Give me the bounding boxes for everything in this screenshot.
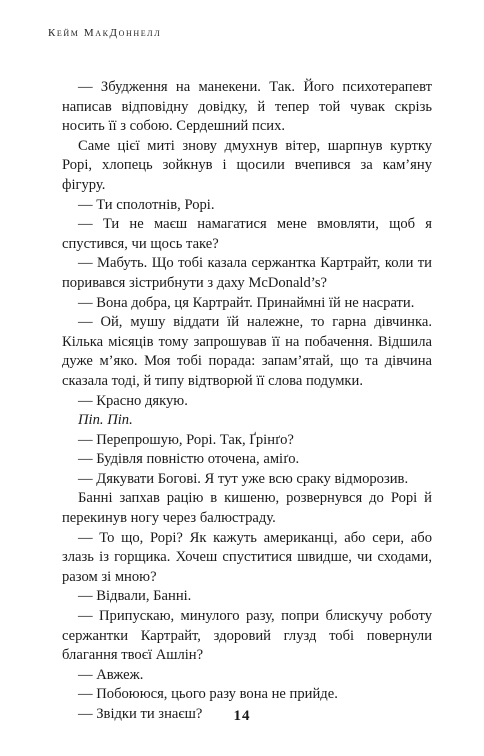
paragraph-sound-effect: Піп. Піп.	[78, 412, 133, 429]
paragraph: Банні запхав рацію в кишеню, розвернувся до Рорі й перекинув ногу через балюстраду.	[62, 490, 432, 527]
paragraph: — Ти сполотнів, Рорі.	[78, 196, 215, 213]
paragraph: — Мабуть. Що тобі казала сержантка Картрайт, коли ти поривався зістрибнути з даху McDonald’s?	[62, 255, 432, 291]
paragraph: — Дякувати Богові. Я тут уже всю сраку відморозив.	[78, 470, 409, 487]
paragraph: Саме цієї миті знову дмухнув вітер, шарпнув куртку Рорі, хлопець зойкнув і щосили вчепився за кам’яну фігуру.	[62, 137, 432, 193]
paragraph: — Вона добра, ця Картрайт. Принаймні їй не насрати.	[78, 294, 415, 311]
paragraph: — Ой, мушу віддати їй належне, то гарна дівчинка. Кілька місяців тому запрошував її на побачення. Відшила дуже м’яко. Моя тобі порада: запам’ятай, що та дівчина сказала тоді, й типу відтворюй її слова подумки.	[62, 314, 432, 389]
paragraph: — Ти не маєш намагатися мене вмовляти, щоб я спустився, чи щось таке?	[62, 216, 432, 252]
paragraph: — Звідки ти знаєш?	[78, 706, 203, 722]
paragraph: — Перепрошую, Рорі. Так, Ґрінґо?	[78, 431, 294, 448]
paragraph: — Припускаю, минулого разу, попри блискучу роботу сержантки Картрайт, здоровий глузд тобі повернули благання твоєї Ашлін?	[62, 608, 432, 664]
paragraph: — Авжеж.	[78, 666, 144, 683]
paragraph: — Будівля повністю оточена, аміґо.	[78, 451, 300, 468]
paragraph: — То що, Рорі? Як кажуть американці, або сери, або злазь із горщика. Хочеш спуститися швидше, чи сходами, разом зі мною?	[62, 529, 432, 585]
paragraph: — Красно дякую.	[78, 392, 188, 409]
paragraph: — Збудження на манекени. Так. Його психотерапевт написав відповідну довідку, й тепер той чувак скрізь носить її з собою. Сердешний псих.	[62, 79, 432, 135]
paragraph: — Відвали, Банні.	[78, 588, 192, 605]
body-text	[62, 78, 432, 725]
paragraph: — Побоююся, цього разу вона не прийде.	[78, 686, 338, 703]
page-number: 14	[233, 708, 251, 724]
running-head: Кейм МакДоннелл	[48, 27, 162, 39]
